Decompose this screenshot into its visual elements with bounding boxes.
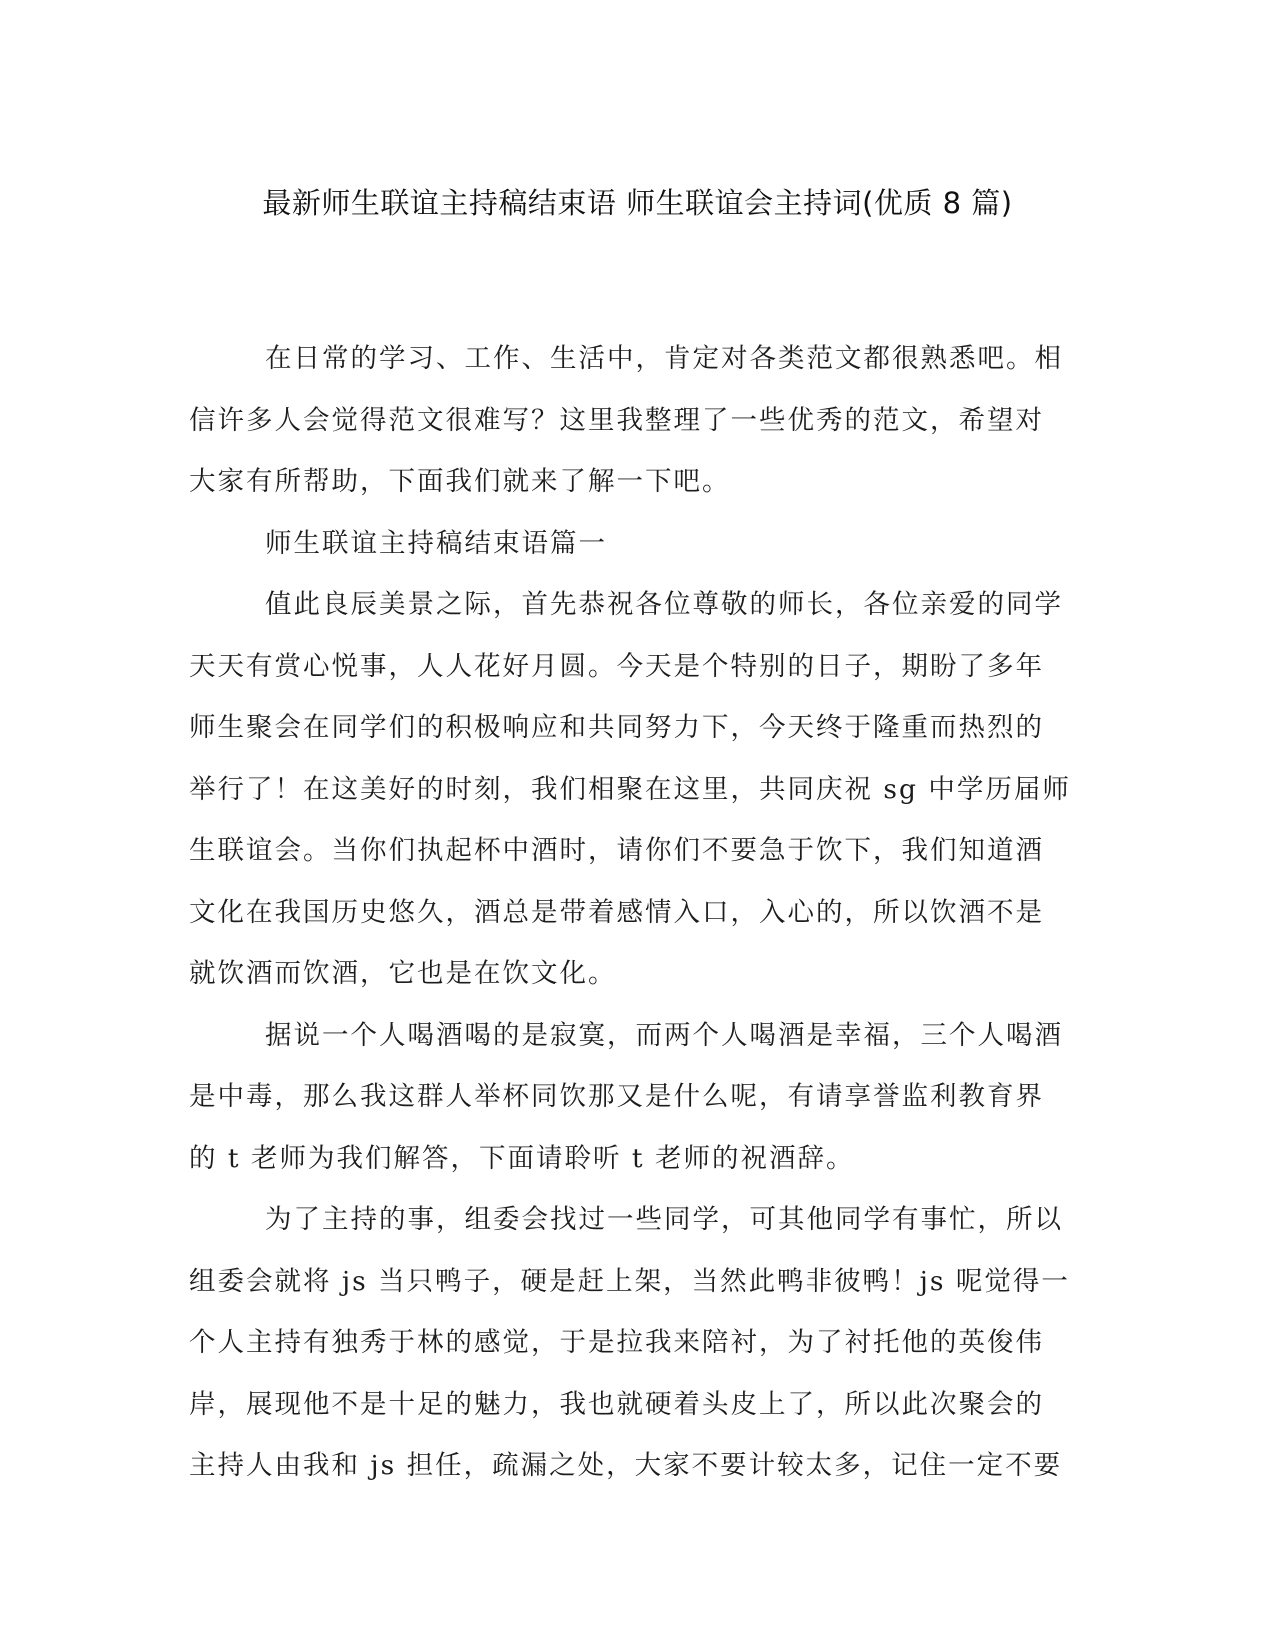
text-line: 文化在我国历史悠久，酒总是带着感情入口，入心的，所以饮酒不是 — [189, 896, 1044, 928]
text-line: 值此良辰美景之际，首先恭祝各位尊敬的师长，各位亲爱的同学 — [265, 589, 1063, 620]
text-line: 师生聚会在同学们的积极响应和共同努力下，今天终于隆重而热烈的 — [189, 712, 1044, 743]
text-line: 在日常的学习、工作、生活中，肯定对各类范文都很熟悉吧。相 — [265, 343, 1063, 374]
text-line: 个人主持有独秀于林的感觉，于是拉我来陪衬，为了衬托他的英俊伟 — [189, 1327, 1044, 1358]
text-line: 岸，展现他不是十足的魅力，我也就硬着头皮上了，所以此次聚会的 — [189, 1388, 1044, 1420]
text-line: 主持人由我和 js 担任，疏漏之处，大家不要计较太多，记住一定不要 — [189, 1450, 1063, 1481]
text-line: 信许多人会觉得范文很难写？这里我整理了一些优秀的范文，希望对 — [189, 404, 1044, 436]
text-line: 是中毒，那么我这群人举杯同饮那又是什么呢，有请享誉监利教育界 — [189, 1081, 1044, 1112]
text-line: 的 t 老师为我们解答，下面请聆听 t 老师的祝酒辞。 — [189, 1142, 855, 1174]
text-line: 大家有所帮助，下面我们就来了解一下吧。 — [189, 466, 731, 497]
text-line: 举行了！在这美好的时刻，我们相聚在这里，共同庆祝 sg 中学历届师 — [189, 773, 1071, 805]
text-line: 组委会就将 js 当只鸭子，硬是赶上架，当然此鸭非彼鸭！js 呢觉得一 — [189, 1265, 1070, 1297]
text-line: 生联谊会。当你们执起杯中酒时，请你们不要急于饮下，我们知道酒 — [189, 835, 1044, 866]
text-line: 据说一个人喝酒喝的是寂寞，而两个人喝酒是幸福，三个人喝酒 — [265, 1019, 1063, 1051]
text-line: 天天有赏心悦事，人人花好月圆。今天是个特别的日子，期盼了多年 — [189, 650, 1044, 682]
text-line: 为了主持的事，组委会找过一些同学，可其他同学有事忙，所以 — [265, 1204, 1063, 1235]
text-line: 就饮酒而饮酒，它也是在饮文化。 — [189, 958, 617, 989]
document-title: 最新师生联谊主持稿结束语 师生联谊会主持词(优质 8 篇) — [262, 186, 1013, 220]
section-heading: 师生联谊主持稿结束语篇一 — [265, 527, 607, 559]
document-body — [189, 328, 1079, 1497]
